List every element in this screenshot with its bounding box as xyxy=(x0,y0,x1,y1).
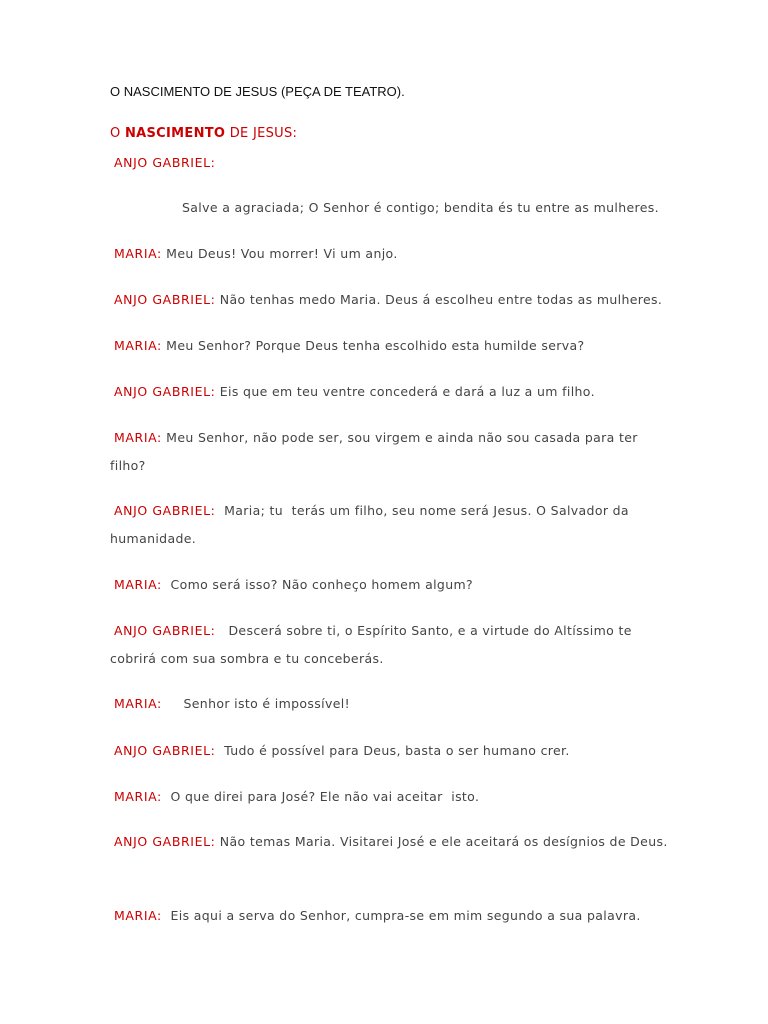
speaker-name: MARIA: xyxy=(114,577,162,592)
heading-bold-word: NASCIMENTO xyxy=(124,126,226,141)
speaker-name: ANJO GABRIEL: xyxy=(114,743,216,758)
speaker-name: MARIA: xyxy=(114,696,162,711)
dialogue-line xyxy=(110,240,670,268)
dialogue-text: Senhor isto é impossível! xyxy=(161,696,350,711)
dialogue-text: Tudo é possível para Deus, basta o ser humano crer. xyxy=(215,743,570,758)
dialogue-line xyxy=(110,783,670,811)
document-title: O NASCIMENTO DE JESUS (PEÇA DE TEATRO). xyxy=(110,84,405,99)
speaker-name: ANJO GABRIEL: xyxy=(114,834,216,849)
dialogue-line xyxy=(110,902,670,930)
speaker-name: ANJO GABRIEL: xyxy=(114,623,216,638)
dialogue-line xyxy=(110,286,670,314)
dialogue-text: Descerá sobre ti, o Espírito Santo, e a virtude do Altíssimo te cobrirá com sua sombra e tu conceberás. xyxy=(110,623,637,666)
dialogue-text: O que direi para José? Ele não vai aceitar isto. xyxy=(161,789,480,804)
dialogue-text: Maria; tu terás um filho, seu nome será Jesus. O Salvador da humanidade. xyxy=(110,503,634,546)
dialogue-text: Como será isso? Não conheço homem algum? xyxy=(161,577,473,592)
dialogue-line xyxy=(110,424,670,480)
dialogue-line xyxy=(110,571,670,599)
speaker-name: MARIA: xyxy=(114,246,162,261)
dialogue-line xyxy=(110,737,670,765)
dialogue-text: Meu Senhor? Porque Deus tenha escolhido esta humilde serva? xyxy=(161,338,585,353)
dialogue-text: Meu Senhor, não pode ser, sou virgem e ainda não sou casada para ter filho? xyxy=(110,430,643,473)
heading-prefix: O xyxy=(110,126,125,141)
speaker-name: MARIA: xyxy=(114,430,162,445)
dialogue-text: Eis aqui a serva do Senhor, cumpra-se em mim segundo a sua palavra. xyxy=(161,908,641,923)
first-dialogue-line: Salve a agraciada; O Senhor é contigo; bendita és tu entre as mulheres. xyxy=(182,200,659,215)
dialogue-text: Não temas Maria. Visitarei José e ele aceitará os desígnios de Deus. xyxy=(215,834,668,849)
dialogue-text: Meu Deus! Vou morrer! Vi um anjo. xyxy=(161,246,398,261)
speaker-name: ANJO GABRIEL: xyxy=(114,292,216,307)
dialogue-line xyxy=(110,828,670,856)
speaker-name: MARIA: xyxy=(114,908,162,923)
dialogue-text: Não tenhas medo Maria. Deus á escolheu entre todas as mulheres. xyxy=(215,292,663,307)
dialogue-line xyxy=(110,617,670,673)
dialogue-line xyxy=(110,690,670,718)
play-heading xyxy=(110,126,297,141)
dialogue-line xyxy=(110,378,670,406)
speaker-name: MARIA: xyxy=(114,338,162,353)
speaker-name: MARIA: xyxy=(114,789,162,804)
speaker-name: ANJO GABRIEL: xyxy=(114,384,216,399)
heading-suffix: DE JESUS: xyxy=(225,126,298,141)
dialogue-line xyxy=(110,332,670,360)
first-speaker-label: ANJO GABRIEL: xyxy=(114,155,216,170)
dialogue-line xyxy=(110,497,670,553)
dialogue-text: Eis que em teu ventre concederá e dará a luz a um filho. xyxy=(215,384,595,399)
speaker-name: ANJO GABRIEL: xyxy=(114,503,216,518)
